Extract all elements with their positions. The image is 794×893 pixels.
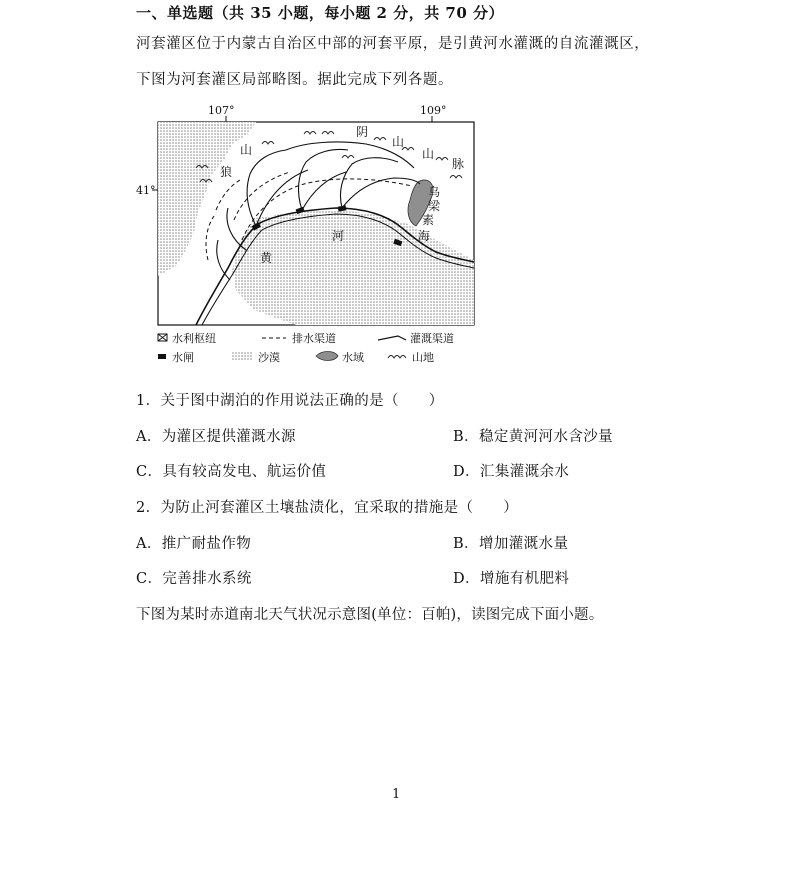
label-shan-left: 山 — [240, 143, 253, 157]
legend-irrigation: 灌溉渠道 — [410, 332, 454, 345]
label-huang: 黄 — [260, 251, 273, 265]
legend-hub: 水利枢纽 — [172, 332, 216, 345]
question-2-option-a[interactable]: A．推广耐盐作物 — [136, 536, 252, 552]
question-1-option-a[interactable]: A．为灌区提供灌溉水源 — [136, 429, 296, 445]
label-su: 素 — [422, 213, 435, 227]
intro-line-2: 下图为河套灌区局部略图。据此完成下列各题。 — [136, 72, 454, 88]
section-heading: 一、单选题（共 35 小题，每小题 2 分，共 70 分） — [136, 4, 505, 22]
legend-water: 水域 — [342, 351, 364, 364]
label-mai: 脉 — [452, 157, 465, 171]
legend-desert: 沙漠 — [258, 351, 280, 364]
question-1-stem: 1．关于图中湖泊的作用说法正确的是（ ） — [136, 393, 444, 409]
label-lang: 狼 — [220, 165, 233, 179]
question-1-option-d[interactable]: D．汇集灌溉余水 — [453, 464, 570, 480]
label-liang: 梁 — [428, 199, 441, 213]
label-shan-2: 山 — [422, 147, 435, 161]
question-2-stem: 2．为防止河套灌区土壤盐渍化，宜采取的措施是（ ） — [136, 500, 519, 516]
map-legend — [158, 331, 454, 364]
legend-mountain: 山地 — [412, 351, 434, 364]
lon-label-107: 107° — [208, 104, 235, 117]
question-2-option-c[interactable]: C．完善排水系统 — [136, 571, 252, 587]
question-1-option-b[interactable]: B．稳定黄河河水含沙量 — [453, 429, 614, 445]
lat-label-41: 41° — [136, 184, 156, 197]
intro-line-1: 河套灌区位于内蒙古自治区中部的河套平原，是引黄河水灌溉的自流灌溉区， — [136, 36, 650, 52]
page-number: 1 — [392, 787, 401, 802]
question-2-option-b[interactable]: B．增加灌溉水量 — [453, 536, 569, 552]
question-2-option-d[interactable]: D．增施有机肥料 — [453, 571, 570, 587]
question-1-option-c[interactable]: C．具有较高发电、航运价值 — [136, 464, 327, 480]
label-hai: 海 — [418, 229, 431, 243]
legend-gate: 水闸 — [172, 351, 194, 364]
lon-label-109: 109° — [420, 104, 447, 117]
legend-drain: 排水渠道 — [292, 332, 336, 345]
label-yin: 阴 — [356, 125, 369, 139]
next-figure-intro: 下图为某时赤道南北天气状况示意图(单位：百帕)，读图完成下面小题。 — [136, 607, 604, 623]
label-he: 河 — [332, 229, 345, 243]
hetao-irrigation-map — [136, 100, 486, 370]
label-wu: 乌 — [428, 185, 441, 199]
label-shan-1: 山 — [392, 135, 405, 149]
